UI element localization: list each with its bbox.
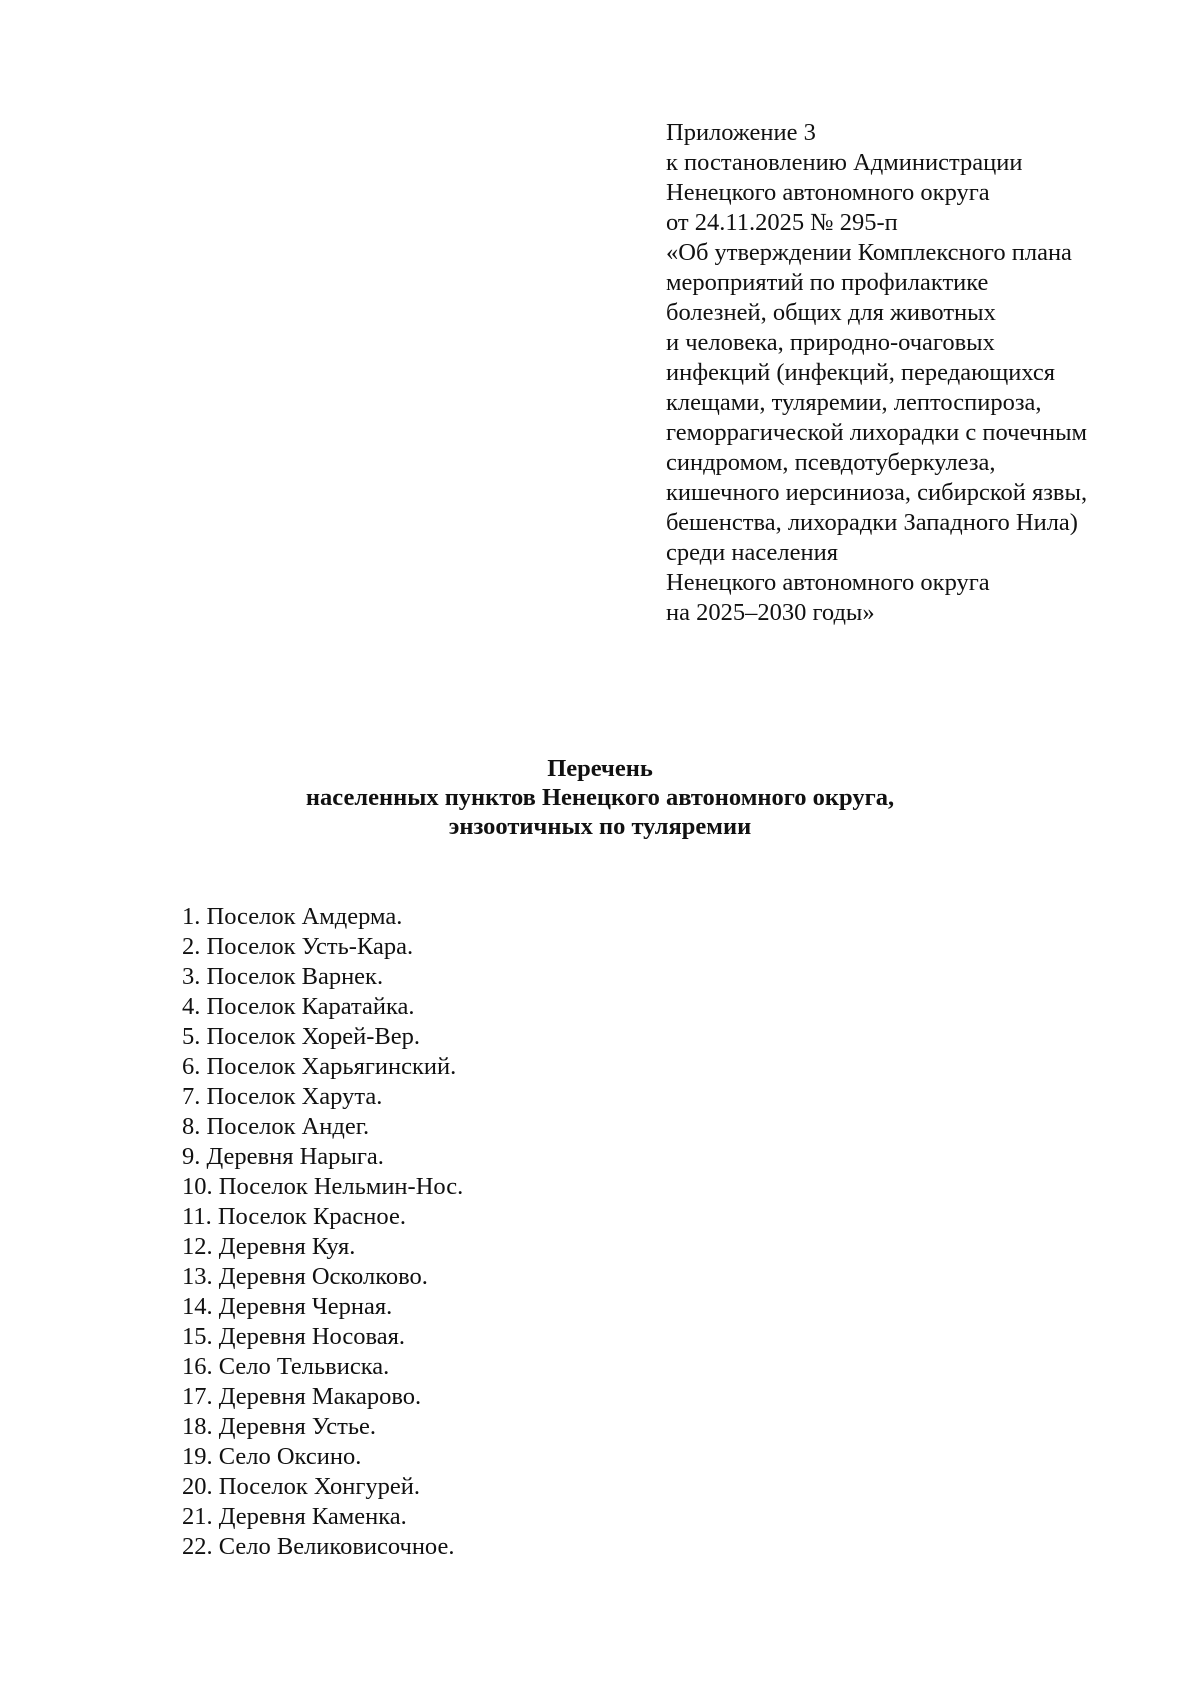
list-item: 12. Деревня Куя. [182,1233,356,1260]
appendix-line: мероприятий по профилактике [666,269,989,296]
appendix-line: клещами, туляремии, лептоспироза, [666,389,1042,416]
appendix-line: от 24.11.2025 № 295-п [666,209,898,236]
list-item: 7. Поселок Харута. [182,1083,383,1110]
document-title [0,754,1200,841]
appendix-line: к постановлению Администрации [666,149,1023,176]
list-item: 21. Деревня Каменка. [182,1503,407,1530]
list-item: 2. Поселок Усть-Кара. [182,933,414,960]
list-item: 9. Деревня Нарыга. [182,1143,384,1170]
list-item: 15. Деревня Носовая. [182,1323,406,1350]
list-item: 22. Село Великовисочное. [182,1533,455,1560]
list-item: 18. Деревня Устье. [182,1413,376,1440]
list-item: 11. Поселок Красное. [182,1203,406,1230]
list-item: 17. Деревня Макарово. [182,1383,422,1410]
list-item: 10. Поселок Нельмин-Нос. [182,1173,464,1200]
appendix-line: на 2025–2030 годы» [666,599,875,626]
list-item: 4. Поселок Каратайка. [182,993,415,1020]
appendix-line: геморрагической лихорадки с почечным [666,419,1088,446]
title-line: энзоотичных по туляремии [448,813,752,840]
appendix-line: «Об утверждении Комплексного плана [666,239,1072,266]
list-item: 16. Село Тельвиска. [182,1353,390,1380]
list-item: 19. Село Оксино. [182,1443,362,1470]
appendix-line: среди населения [666,539,839,566]
appendix-line: кишечного иерсиниоза, сибирской язвы, [666,479,1088,506]
list-item: 14. Деревня Черная. [182,1293,393,1320]
appendix-header [666,118,1166,628]
appendix-line: и человека, природно-очаговых [666,329,995,356]
settlements-list [182,902,463,1562]
appendix-line: Ненецкого автономного округа [666,569,990,596]
appendix-line: синдромом, псевдотуберкулеза, [666,449,996,476]
appendix-line: болезней, общих для животных [666,299,996,326]
list-item: 5. Поселок Хорей-Вер. [182,1023,420,1050]
appendix-line: бешенства, лихорадки Западного Нила) [666,509,1078,536]
appendix-line: инфекций (инфекций, передающихся [666,359,1056,386]
list-item: 1. Поселок Амдерма. [182,903,403,930]
list-item: 3. Поселок Варнек. [182,963,384,990]
list-item: 20. Поселок Хонгурей. [182,1473,421,1500]
appendix-line: Ненецкого автономного округа [666,179,990,206]
title-line: Перечень [547,755,653,782]
list-item: 6. Поселок Харьягинский. [182,1053,457,1080]
appendix-line: Приложение 3 [666,119,816,146]
title-line: населенных пунктов Ненецкого автономного округа, [305,784,895,811]
list-item: 8. Поселок Андег. [182,1113,370,1140]
list-item: 13. Деревня Осколково. [182,1263,428,1290]
